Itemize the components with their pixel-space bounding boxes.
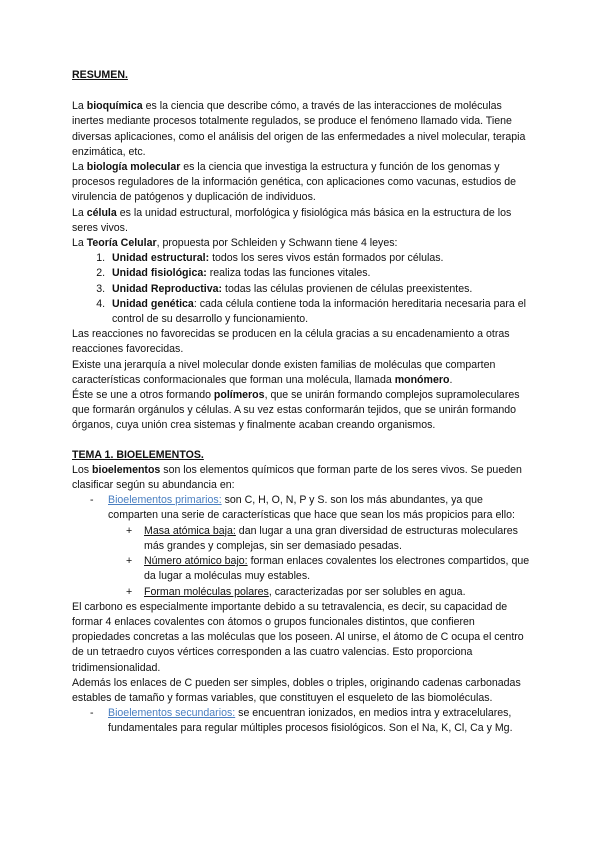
list-item	[108, 266, 534, 281]
plus-marker: +	[126, 524, 133, 537]
dash-marker: -	[90, 707, 94, 720]
text: se encuentran ionizados, en medios intra y extracelulares, fundamentales para regular múltiples procesos fisiológicos. Son el Na, K, Cl, Ca y Mg.	[108, 707, 513, 735]
text: son los elementos químicos que forman parte de los seres vivos. Se pueden clasificar según su abundancia en:	[72, 463, 522, 492]
term-biologia-molecular: biología molecular	[86, 161, 181, 174]
term-bioelementos: bioelementos	[92, 463, 161, 476]
property-text: dan lugar a una gran diversidad de estructuras moleculares más grandes y complejas, sin ser demasiado pesadas.	[144, 524, 518, 552]
text: La	[72, 100, 87, 113]
list-item	[126, 524, 534, 554]
text: La	[72, 237, 87, 250]
resumen-heading: RESUMEN.	[72, 69, 128, 81]
bioelementos-list	[72, 493, 534, 599]
text: Los	[72, 463, 93, 476]
law-term: Unidad estructural:	[112, 252, 210, 265]
text: es la ciencia que describe cómo, a través de las interacciones de moléculas inertes mediante procesos totalmente regulados, se produce el fenómeno llamado vida. Tiene diversas aplicaciones, como el análisis del origen de las enfermedades a nivel molecular, terapia enzimática, etc.	[72, 100, 526, 158]
law-text: realiza todas las funciones vitales.	[206, 267, 371, 280]
bioelementos-secundarios-list	[72, 706, 534, 736]
dash-marker: -	[90, 494, 94, 507]
text: , que se unirán formando complejos supramoleculares que formarán orgánulos y células. A su vez estas conformarán tejidos, que se unirán formando órganos, cuya unión crea sistemas y finalmente acaban creando organismos.	[72, 389, 520, 432]
text: Éste se une a otros formando	[72, 389, 214, 402]
link-bioelementos-secundarios[interactable]: Bioelementos secundarios:	[108, 707, 236, 720]
term-polimeros: polímeros	[213, 389, 265, 402]
paragraph-bioquimica	[72, 99, 534, 160]
text: es la ciencia que investiga la estructura y función de los genomas y procesos reguladores de la información genética, con aplicaciones como vacunas, estudios de virulencia de patógenos y duplicación de individuos.	[72, 161, 517, 204]
paragraph-carbono: El carbono es especialmente importante debido a su tetravalencia, es decir, su capacidad de formar 4 enlaces covalentes con átomos o grupos funcionales distintos, que confieren propiedades concretas a las moléculas que los poseen. Al unirse, el átomo de C ocupa el centro de un tetraedro cuyos vértices corresponden a las cuatro valencias. Esto proporciona tridimensionalidad.	[72, 600, 524, 674]
property-text: forman enlaces covalentes los electrones compartidos, que da lugar a moléculas muy estables.	[144, 555, 530, 583]
property-term: Forman moléculas polares	[144, 585, 269, 598]
law-term: Unidad genética	[112, 297, 194, 310]
term-bioquimica: bioquímica	[86, 100, 143, 113]
link-bioelementos-primarios[interactable]: Bioelementos primarios:	[108, 494, 222, 507]
laws-list	[72, 251, 534, 327]
law-text: : cada célula contiene toda la información hereditaria necesaria para el control de su desarrollo y funcionamiento.	[112, 297, 526, 326]
list-item	[90, 493, 534, 599]
paragraph-jerarquia	[72, 358, 534, 388]
list-item	[108, 251, 534, 266]
paragraph-celula	[72, 206, 534, 236]
text: son C, H, O, N, P y S. son los más abundantes, ya que comparten una serie de características que hace que sean los más propicios para ello:	[108, 494, 515, 522]
paragraph-reacciones: Las reacciones no favorecidas se producen en la célula gracias a su encadenamiento a otras reacciones favorecidas.	[72, 328, 510, 356]
term-teoria-celular: Teoría Celular	[86, 237, 157, 250]
paragraph-bioelementos	[72, 463, 534, 493]
law-term: Unidad fisiológica:	[112, 267, 207, 280]
list-item	[108, 282, 534, 297]
document-page	[72, 68, 534, 737]
property-text: , caracterizadas por ser solubles en agua.	[268, 585, 466, 598]
list-item	[126, 585, 534, 600]
paragraph-teoria-celular	[72, 236, 534, 251]
text: La	[72, 161, 87, 174]
tema1-heading: TEMA 1. BIOELEMENTOS.	[72, 448, 204, 461]
text: es la unidad estructural, morfológica y fisiológica más básica en la estructura de los seres vivos.	[72, 206, 512, 234]
plus-marker: +	[126, 555, 133, 568]
plus-marker: +	[126, 585, 133, 598]
term-monomero: monómero	[394, 373, 450, 386]
law-term: Unidad Reproductiva:	[112, 282, 223, 295]
text: , propuesta por Schleiden y Schwann tiene 4 leyes:	[156, 237, 398, 250]
list-item	[90, 706, 534, 736]
law-text: todos los seres vivos están formados por células.	[209, 252, 444, 265]
text: Existe una jerarquía a nivel molecular donde existen familias de moléculas que comparten características conformacionales que forman una molécula, llamada	[72, 358, 496, 386]
list-item	[126, 554, 534, 584]
property-term: Número atómico bajo:	[144, 555, 248, 568]
property-term: Masa atómica baja:	[144, 524, 236, 537]
paragraph-polimeros	[72, 388, 534, 434]
paragraph-enlaces: Además los enlaces de C pueden ser simples, dobles o triples, originando cadenas carbonadas estables de tamaño y formas variables, que constituyen el esqueleto de las biomoléculas.	[72, 676, 521, 704]
term-celula: célula	[86, 206, 117, 219]
text: .	[449, 373, 453, 386]
list-item	[108, 297, 534, 327]
text: La	[72, 206, 87, 219]
law-text: todas las células provienen de células preexistentes.	[222, 282, 473, 295]
paragraph-biologia-molecular	[72, 160, 534, 206]
properties-list	[108, 524, 534, 600]
